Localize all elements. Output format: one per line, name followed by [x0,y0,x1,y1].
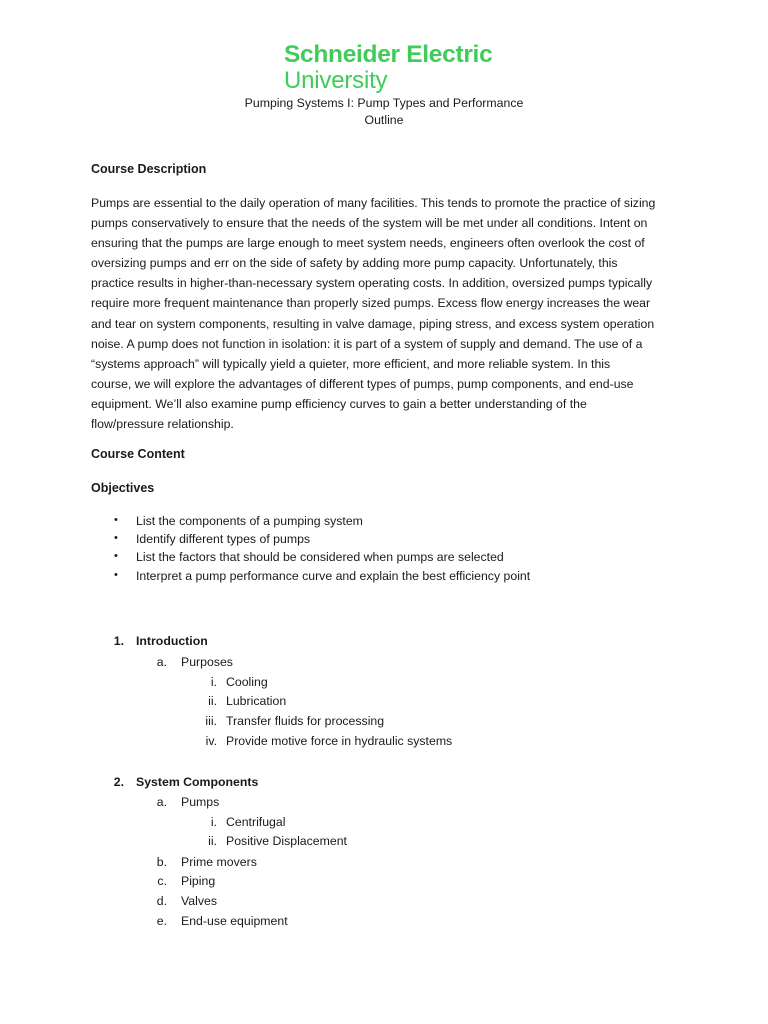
document-subtitle: Outline [364,113,404,127]
schneider-electric-university-logo [284,43,492,93]
bullet-icon: • [114,569,118,581]
subitem-numeral: ii. [208,834,217,848]
item-letter: e. [156,914,167,928]
objective-text: Interpret a pump performance curve and explain the best efficiency point [136,569,531,583]
objective-text: List the factors that should be considered when pumps are selected [136,550,504,564]
section-number: 2. [113,775,124,789]
bullet-icon: • [114,514,118,526]
subitem-label: Transfer fluids for processing [226,714,385,728]
item-letter: d. [156,894,167,908]
subitem-label: Lubrication [226,694,287,708]
item-label: End-use equipment [181,914,288,928]
item-label: Prime movers [181,855,257,869]
item-label: Purposes [181,655,233,669]
subitem-label: Centrifugal [226,815,286,829]
course-description-paragraph [91,193,691,434]
subitem-numeral: i. [210,815,217,829]
item-letter: a. [156,655,167,669]
section-number: 1. [113,634,124,648]
logo-line-1: Schneider Electric [284,41,493,68]
description-line: ensuring that the pumps are large enough to meet system needs, engineers often overlook the cost of [91,236,645,251]
subitem-numeral: iv. [205,734,217,748]
subitem-label: Cooling [226,675,268,689]
item-letter: c. [157,874,167,888]
description-line: course, we will explore the advantages of different types of pumps, pump components, and end-use [91,376,634,391]
description-line: require more frequent maintenance than properly sized pumps. Excess flow energy increases the wear [91,296,651,311]
subitem-numeral: i. [210,675,217,689]
course-content-heading: Course Content [91,447,185,461]
section-title: Introduction [136,634,208,648]
subitem-label: Provide motive force in hydraulic systems [226,734,453,748]
description-line: flow/pressure relationship. [91,417,234,432]
bullet-icon: • [114,532,118,544]
subitem-numeral: ii. [208,694,217,708]
document-title: Pumping Systems I: Pump Types and Performance [244,96,524,110]
description-line: pumps conservatively to ensure that the needs of the system will be met under all conditions. Intent on [91,216,648,231]
document-titles [0,95,768,129]
item-letter: b. [156,855,167,869]
description-line: oversizing pumps and err on the side of safety by adding more pump capacity. Unfortunately, this [91,256,618,271]
description-line: noise. A pump does not function in isolation: it is part of a system of supply and demand. The use of a [91,336,643,351]
description-line: “systems approach” will typically yield a quieter, more efficient, and more reliable system. In this [91,356,611,371]
bullet-icon: • [114,550,118,562]
item-label: Valves [181,894,217,908]
objectives-heading: Objectives [91,481,155,495]
objective-text: Identify different types of pumps [136,532,311,546]
item-label: Piping [181,874,216,888]
section-title: System Components [136,775,259,789]
subitem-label: Positive Displacement [226,834,347,848]
subitem-numeral: iii. [205,714,217,728]
course-description-heading: Course Description [91,162,207,176]
description-line: Pumps are essential to the daily operation of many facilities. This tends to promote the practice of sizing [91,196,656,210]
item-label: Pumps [181,795,220,809]
description-line: practice results in higher-than-necessary system operating costs. In addition, oversized pumps typically [91,276,653,291]
logo-line-2: University [284,66,388,94]
description-line: and tear on system components, resulting in valve damage, piping stress, and excess system operation [91,316,655,331]
objective-text: List the components of a pumping system [136,514,363,528]
description-line: equipment. We’ll also examine pump efficiency curves to gain a better understanding of the [91,396,587,411]
item-letter: a. [156,795,167,809]
